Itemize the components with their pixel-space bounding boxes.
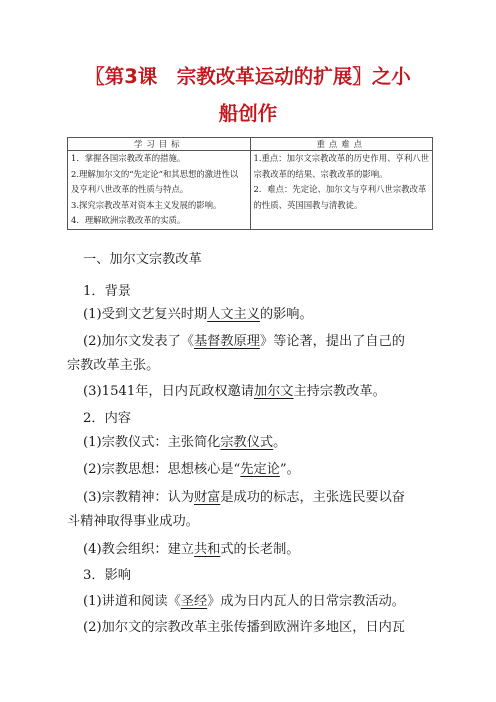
- paragraph: (2)加尔文发表了《基督教原理》等论著，提出了自己的: [83, 334, 405, 349]
- paragraph: (2)宗教思想：思想核心是“先定论”。: [83, 462, 300, 477]
- paragraph-continuation: 斗精神取得事业成功。: [67, 514, 199, 529]
- title-line-2: 船创作: [218, 102, 278, 125]
- goal-item: 3.探究宗教改革对资本主义发展的影响。: [71, 199, 222, 210]
- key-point-item: 2．难点：先定论、加尔文与亨利八世宗教改革的性质、英国国教与清教徒。: [253, 184, 427, 210]
- key-points-cell: [250, 151, 433, 230]
- underlined-term: 共和: [194, 542, 221, 557]
- subheading-content: 2．内容: [83, 411, 131, 426]
- underlined-term: 圣经: [180, 594, 208, 609]
- underlined-term: 先定论: [240, 462, 280, 477]
- paragraph: (1)受到文艺复兴时期人文主义的影响。: [83, 307, 313, 322]
- learning-goals-cell: [68, 151, 251, 230]
- underlined-term: 基督教原理: [194, 334, 260, 349]
- title-line-1: 〖第3课 宗教改革运动的扩展〗之小: [85, 65, 411, 88]
- section-heading: 一、加尔文宗教改革: [83, 252, 202, 267]
- objectives-table: [67, 137, 433, 230]
- subheading-background: 1．背景: [83, 284, 131, 299]
- subheading-impact: 3．影响: [83, 568, 131, 583]
- goal-item: 1．掌握各国宗教改革的措施。: [71, 153, 186, 163]
- paragraph: (4)教会组织：建立共和式的长老制。: [83, 542, 300, 557]
- underlined-term: 人文主义: [207, 307, 260, 322]
- paragraph: (3)宗教精神：认为财富是成功的标志，主张选民要以奋: [83, 490, 405, 505]
- goal-item: 2.理解加尔文的“先定论”和其思想的激进性以及亨利八世改革的性质与特点。: [71, 168, 239, 194]
- underlined-term: 宗教仪式: [220, 435, 274, 450]
- header-key-points: 重点难点: [250, 138, 433, 151]
- paragraph: (1)讲道和阅读《圣经》成为日内瓦人的日常宗教活动。: [83, 594, 405, 609]
- paragraph: (3)1541年，日内瓦政权邀请加尔文主持宗教改革。: [83, 384, 386, 399]
- table-body-row: [68, 151, 433, 230]
- table-header-row: [68, 138, 433, 151]
- document-title: [60, 58, 436, 132]
- header-learning-goals: 学习目标: [68, 138, 251, 151]
- underlined-term: 加尔文: [253, 384, 294, 399]
- underlined-term: 财富: [194, 490, 221, 505]
- paragraph-continuation: 宗教改革主张。: [67, 358, 160, 373]
- paragraph: (1)宗教仪式：主张简化宗教仪式。: [83, 435, 287, 450]
- paragraph: (2)加尔文的宗教改革主张传播到欧洲许多地区，日内瓦: [83, 620, 405, 635]
- goal-item: 4．理解欧洲宗教改革的实质。: [71, 215, 186, 225]
- key-point-item: 1.重点：加尔文宗教改革的历史作用、亨利八世宗教改革的结果、宗教改革的影响。: [253, 153, 429, 179]
